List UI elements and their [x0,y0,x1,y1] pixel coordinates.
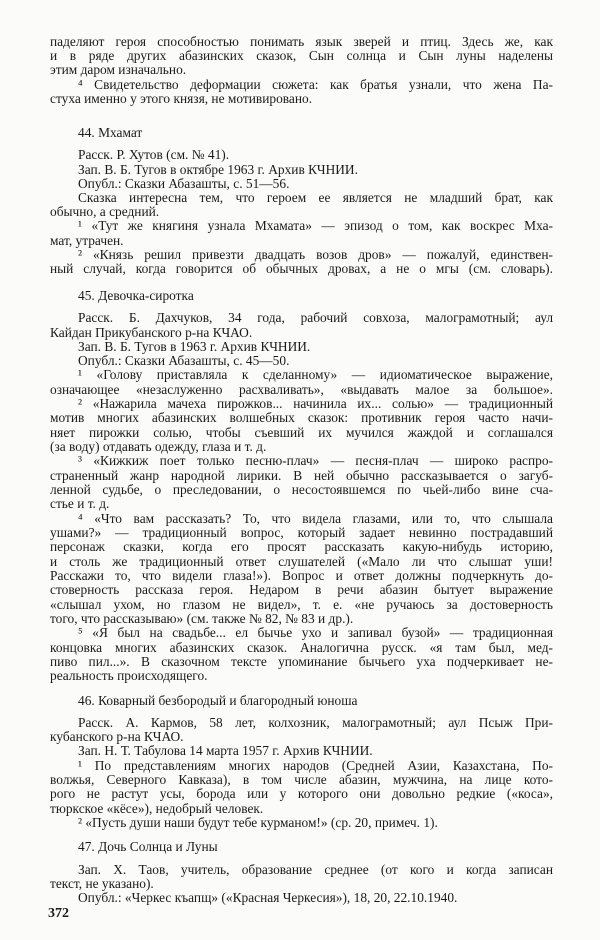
text-line: Зап. Х. Таов, учитель, образование среднее (от кого и когда записан [78,862,553,877]
text-line: мат, утрачен. [50,233,124,248]
text-line: текст, не указано). [50,876,154,891]
text-line: ⁴ «Что вам рассказать? То, что видела глазами, или то, что слышала [78,511,553,526]
text-line: тюркское «кёсе»), недобрый человек. [50,801,264,816]
text-line: означающее «незаслуженно расхваливать», «выдавать малое за большое». [50,382,553,397]
text-line: и столь же традиционный ответ слушателей («Мало ли что слышат уши! [50,554,553,569]
section-heading: 46. Коварный безбородый и благородный юноша [78,693,358,708]
text-line: ³ «Кижкиж поет только песню-плач» — песня-плач — широко распро- [78,453,553,468]
text-line: ⁴ Свидетельство деформации сюжета: как братья узнали, что жена Па- [78,77,553,92]
text-line: Расск. Р. Хутов (см. № 41). [78,147,230,162]
text-line: ¹ По представлениям многих народов (Средней Азии, Казахстана, По- [78,758,553,773]
text-line: Зап. В. Б. Тугов в 1963 г. Архив КЧНИИ. [78,339,311,354]
text-line: этим даром изначально. [50,62,187,77]
text-line: того, что рассказываю» (см. также № 82, № 83 и др.). [50,611,354,626]
text-line: Расск. Б. Дахчуков, 34 года, рабочий совхоза, малограмотный; аул [78,310,553,325]
text-line: персонаж сказки, когда его просят рассказать какую-нибудь историю, [50,539,553,554]
text-line: Сказка интересна тем, что героем ее является не младший брат, как [78,190,553,205]
text-line: ¹ «Тут же княгиня узнала Мхамата» — эпизод о том, как воскрес Мха- [78,218,553,233]
text-line: страненный жанр народной лирики. В ней обычно рассказывается о загуб- [50,468,553,483]
text-line: Опубл.: «Черкес къапщ» («Красная Черкесия»), 18, 20, 22.10.1940. [78,890,458,905]
section-heading: 45. Девочка-сиротка [78,288,194,303]
text-line: мотив многих абазинских волшебных сказок: противник героя часто начи- [50,410,553,425]
text-line: «слышал ухом, но глазом не видел», т. е. «не ручаюсь за достоверность [50,597,553,612]
text-line: стуха именно у этого князя, не мотивировано. [50,91,313,106]
text-line: обычно, а средний. [50,204,160,219]
text-line: Расскажи то, что видели глаза!»). Вопрос и ответ должны подчеркнуть до- [50,568,553,583]
text-line: няет пирожки солью, чтобы съевший их мучился жаждой и соглашался [50,425,553,440]
text-line: концовка многих абазинских сказок. Аналогична русск. «я там был, мед- [50,640,553,655]
text-line: Опубл.: Сказки Абазашты, с. 51—56. [78,176,290,191]
text-line: ² «Князь решил привезти двадцать возов дров» — пожалуй, единствен- [78,247,553,262]
section-heading: 47. Дочь Солнца и Луны [78,839,218,854]
text-line: падeляют героя способностью понимать язык зверей и птиц. Здесь же, как [50,34,553,49]
text-line: Зап. В. Б. Тугов в октябре 1963 г. Архив КЧНИИ. [78,162,358,177]
text-line: ¹ «Голову приставляла к сделанному» — идиоматическое выражение, [78,367,553,382]
text-line: ленной судьбе, о преследовании, о несостоявшемся по чьей-либо вине сча- [50,482,553,497]
page-number: 372 [48,906,69,921]
text-line: стоверность рассказа героя. Недаром в речи абазин бытует выражение [50,582,553,597]
text-line: стье и т. д. [50,496,110,511]
text-line: Кайдан Прикубанского р-на КЧАО. [50,325,253,340]
text-line: ушами?» — традиционный вопрос, который задает невинно пострадавший [50,525,553,540]
text-line: Зап. Н. Т. Табулова 14 марта 1957 г. Архив КЧНИИ. [78,743,373,758]
text-line: кубанского р-на КЧАО. [50,729,184,744]
text-line: ² «Нажарила мачеха пирожков... начинила их... солью» — традиционный [78,396,553,411]
section-heading: 44. Мхамат [78,125,143,140]
text-line: (за воду) отдавать одежду, глаза и т. д. [50,439,267,454]
text-line: реальность происходящего. [50,668,208,683]
text-line: ² «Пусть души наши будут тебе курманом!» (ср. 20, примеч. 1). [78,815,438,830]
text-line: ⁵ «Я был на свадьбе... ел бычье ухо и запивал бузой» — традиционная [78,625,553,640]
text-line: ный случай, когда говорится об обычных дровах, а не о мгы (см. словарь). [50,261,553,276]
text-line: Опубл.: Сказки Абазашты, с. 45—50. [78,353,290,368]
text-line: волжья, Северного Кавказа), в том числе абазин, мужчина, на лице кото- [50,772,553,787]
text-line: рого не растут усы, борода или у которого они довольно редкие («коса», [50,786,553,801]
text-line: и в ряде других абазинских сказок, Сын солнца и Сын луны наделены [50,48,553,63]
text-line: пиво пил...». В сказочном тексте упоминание бычьего уха подчеркивает не- [50,654,553,669]
text-line: Расск. А. Кармов, 58 лет, колхозник, малограмотный; аул Псыж При- [78,715,553,730]
